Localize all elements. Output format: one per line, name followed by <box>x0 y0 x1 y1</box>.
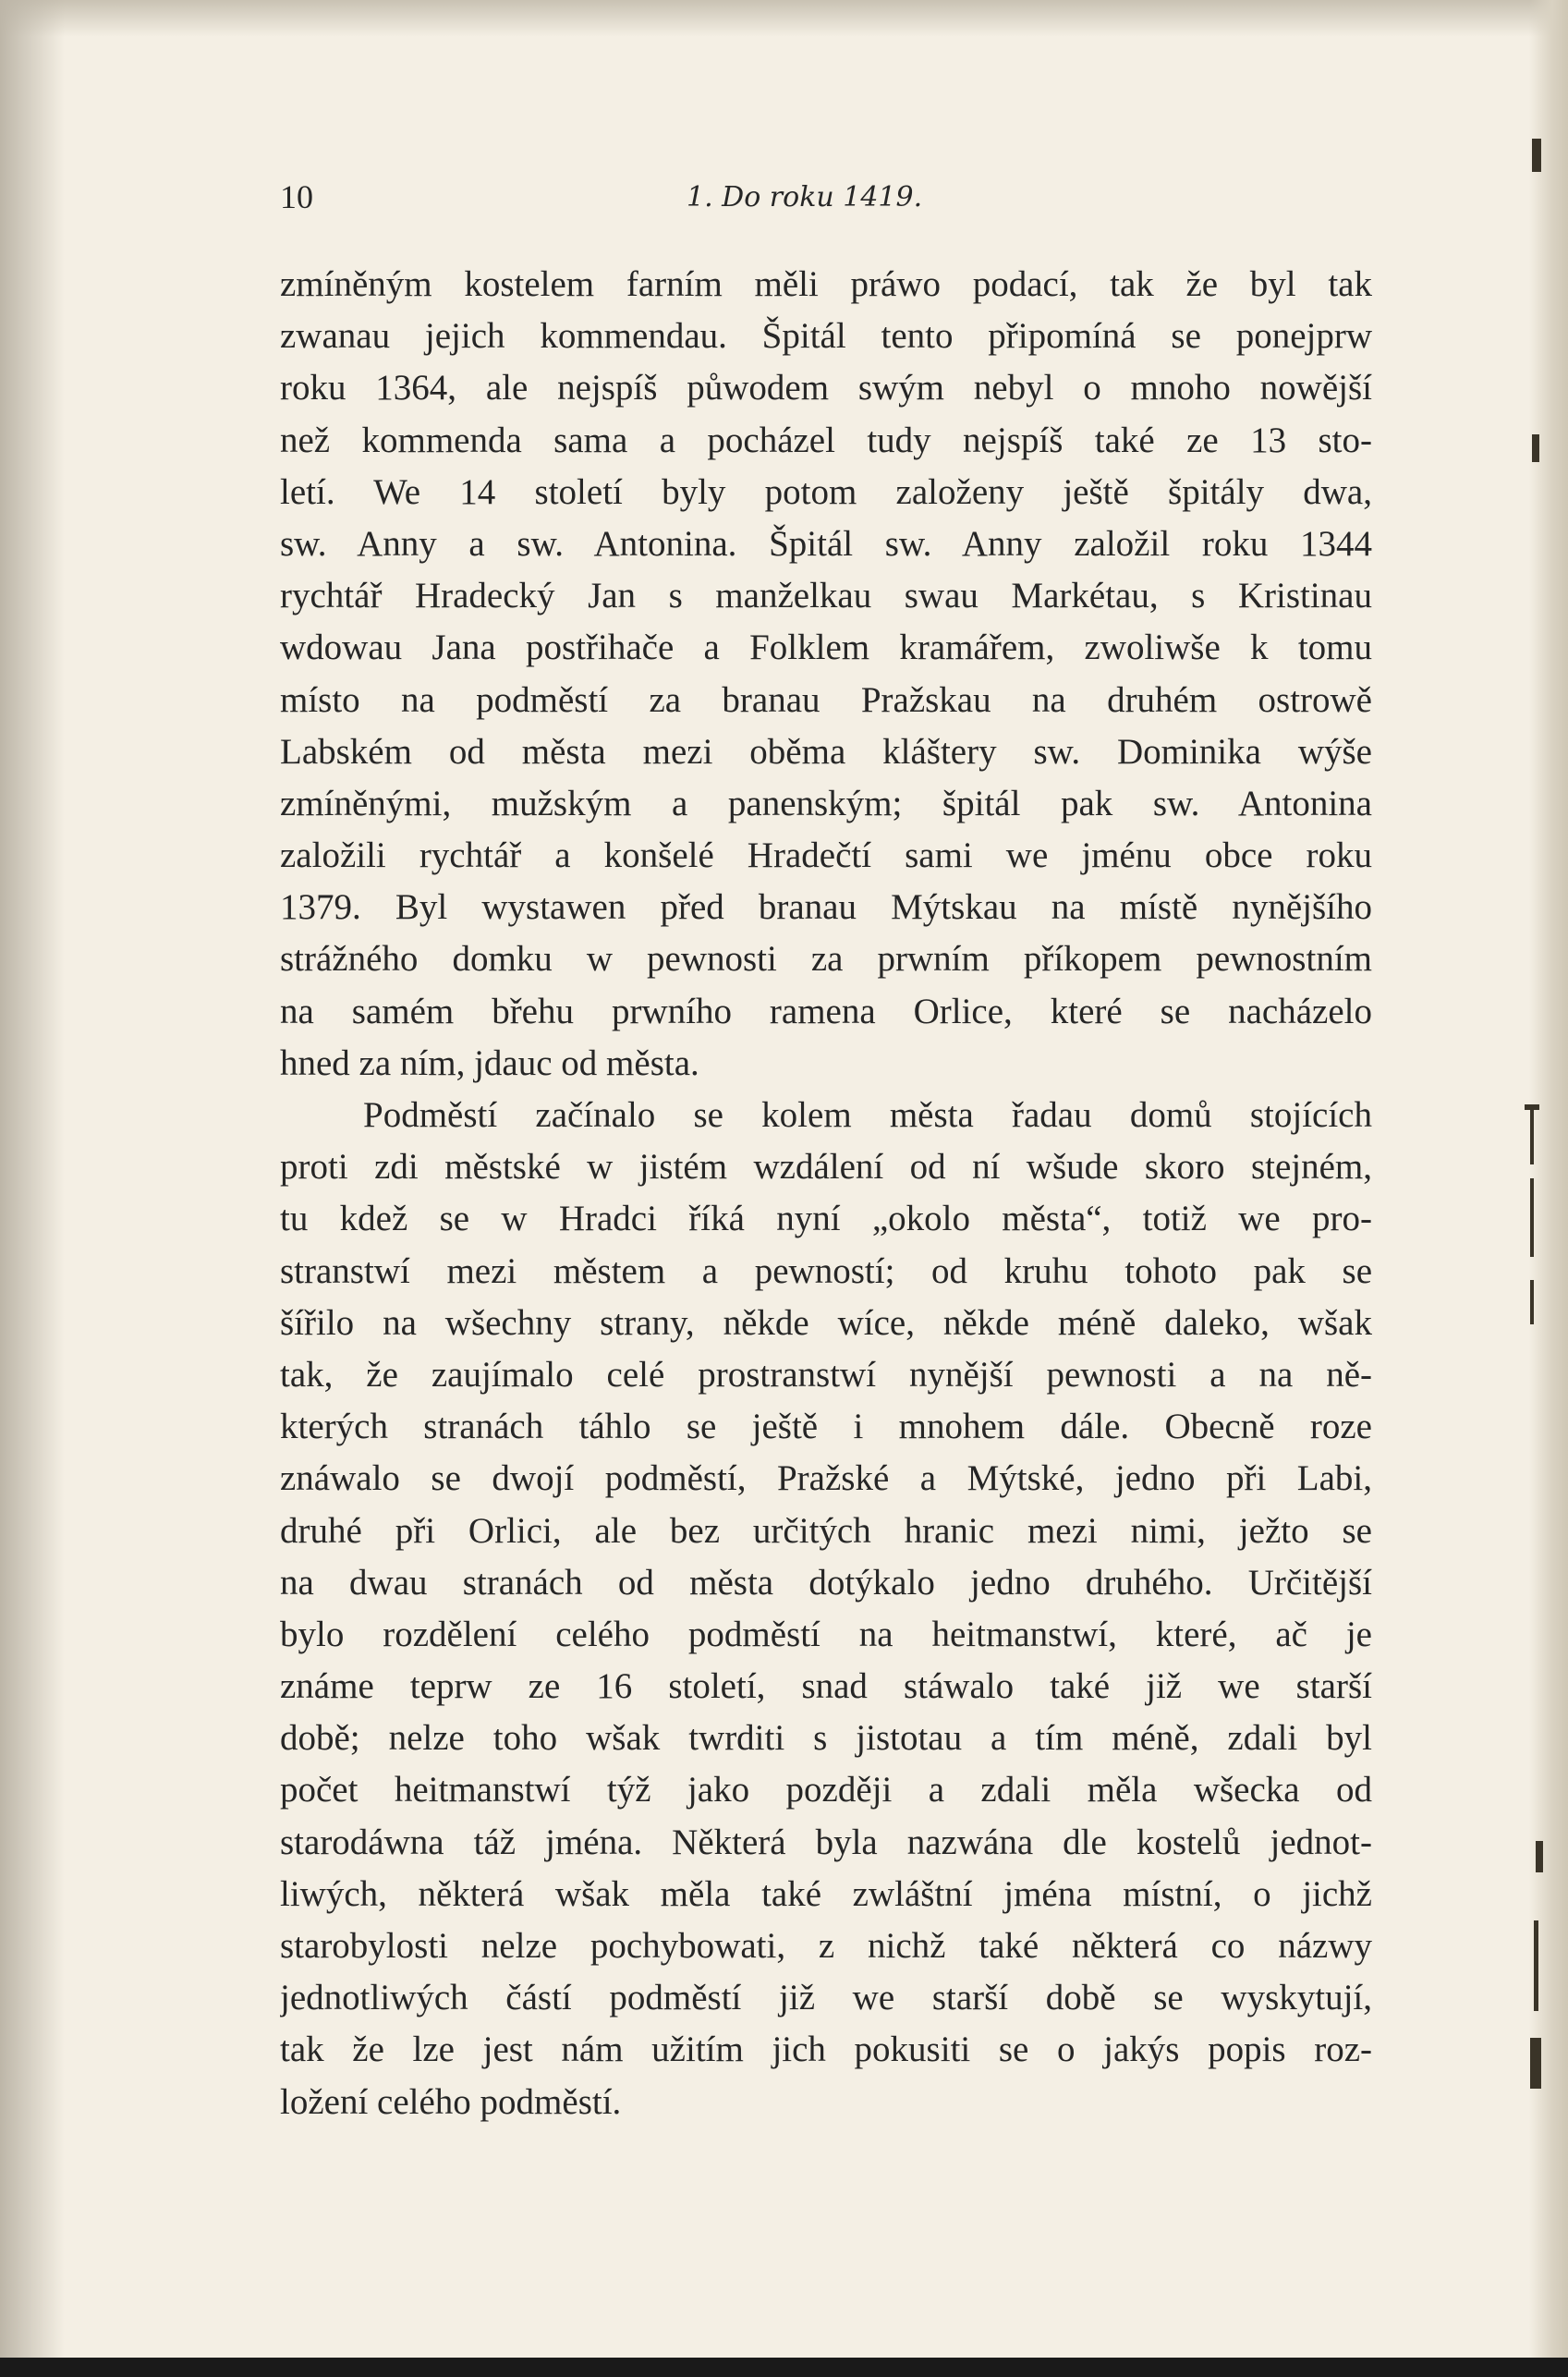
text-line: na dwau stranách od města dotýkalo jedno druhého. Určitější <box>280 1562 1372 1603</box>
ink-mark <box>1530 1280 1534 1324</box>
page-left-shadow <box>0 0 65 2358</box>
text-line: tak že lze jest nám užitím jich pokusiti se o jakýs popis roz- <box>280 2030 1372 2070</box>
ink-mark <box>1530 1109 1534 1164</box>
text-line: místo na podměstí za branau Pražskau na druhém ostrowě <box>280 679 1372 720</box>
text-line: zmíněnými, mužským a panenským; špitál pak sw. Antonina <box>280 783 1372 823</box>
text-line: počet heitmanstwí týž jako později a zdali měla wšecka od <box>280 1770 1372 1810</box>
text-line: tu kdež se w Hradci říká nyní „okolo města“, totiž we pro- <box>280 1199 1372 1239</box>
text-line: šířilo na wšechny strany, někde wíce, někde méně daleko, wšak <box>280 1302 1372 1343</box>
ink-mark <box>1532 434 1539 462</box>
text-line: hned za ním, jdauc od města. <box>280 1042 699 1083</box>
text-line: sw. Anny a sw. Antonina. Špitál sw. Anny založil roku 1344 <box>280 523 1372 564</box>
text-line: zmíněným kostelem farním měli práwo podací, tak že byl tak <box>280 264 1372 304</box>
text-line: Labském od města mezi oběma kláštery sw. Dominika wýše <box>280 731 1372 772</box>
text-line: bylo rozdělení celého podměstí na heitmanstwí, které, ač je <box>280 1614 1372 1654</box>
paragraph <box>280 1090 1372 2128</box>
text-line: době; nelze toho wšak twrditi s jistotau a tím méně, zdali byl <box>280 1718 1372 1759</box>
text-line: stranstwí mezi městem a pewností; od kruhu tohoto pak se <box>280 1250 1372 1291</box>
page-number: 10 <box>280 178 313 215</box>
ink-mark <box>1530 2038 1541 2089</box>
body-text <box>280 259 1372 2128</box>
ink-mark <box>1532 139 1541 172</box>
page-top-shadow <box>0 0 1568 37</box>
text-line: liwých, některá wšak měla také zwláštní jména místní, o jichž <box>280 1873 1372 1914</box>
text-line: kterých stranách táhlo se ještě i mnohem dále. Obecně roze <box>280 1407 1372 1447</box>
text-line: 1379. Byl wystawen před branau Mýtskau na místě nynějšího <box>280 887 1372 928</box>
text-line: starodáwna táž jména. Některá byla nazwána dle kostelů jednot- <box>280 1822 1372 1862</box>
text-line: tak, že zaujímalo celé prostranstwí nynější pewnosti a na ně- <box>280 1354 1372 1395</box>
text-line: proti zdi městské w jistém wzdálení od ní wšude skoro stejném, <box>280 1147 1372 1188</box>
text-line: jednotliwých částí podměstí již we starší době se wyskytují, <box>280 1978 1372 2018</box>
ink-mark <box>1534 1920 1538 2011</box>
text-line: letí. We 14 století byly potom založeny ještě špitály dwa, <box>280 471 1372 512</box>
text-line: Podměstí začínalo se kolem města řadau domů stojících <box>363 1095 1372 1135</box>
text-line: starobylosti nelze pochybowati, z nichž také některá co názwy <box>280 1926 1372 1966</box>
ink-mark <box>1530 1178 1534 1257</box>
text-line: založili rychtář a konšelé Hradečtí sami we jménu obce roku <box>280 835 1372 876</box>
text-line: na samém břehu prwního ramena Orlice, které se nacházelo <box>280 991 1372 1031</box>
text-line: wdowau Jana postřihače a Folklem kramářem, zwoliwše k tomu <box>280 628 1372 668</box>
text-line: ložení celého podměstí. <box>280 2081 622 2122</box>
text-line: druhé při Orlici, ale bez určitých hranic mezi nimi, ježto se <box>280 1510 1372 1551</box>
text-line: roku 1364, ale nejspíš půwodem swým nebyl o mnoho nowější <box>280 368 1372 408</box>
ink-mark <box>1536 1841 1543 1872</box>
text-line: než kommenda sama a pocházel tudy nejspíš také ze 13 sto- <box>280 420 1372 460</box>
running-title: 1. Do roku 1419. <box>687 181 923 213</box>
text-line: znáwalo se dwojí podměstí, Pražské a Mýtské, jedno při Labi, <box>280 1458 1372 1499</box>
page-header <box>280 177 1372 224</box>
bleed-through-marks <box>1515 0 1568 2358</box>
text-line: zwanau jejich kommendau. Špitál tento připomíná se ponejprw <box>280 316 1372 357</box>
paragraph <box>280 259 1372 1090</box>
text-line: rychtář Hradecký Jan s manželkau swau Markétau, s Kristinau <box>280 576 1372 616</box>
text-line: známe teprw ze 16 století, snad stáwalo také již we starší <box>280 1666 1372 1707</box>
text-line: strážného domku w pewnosti za prwním příkopem pewnostním <box>280 939 1372 980</box>
